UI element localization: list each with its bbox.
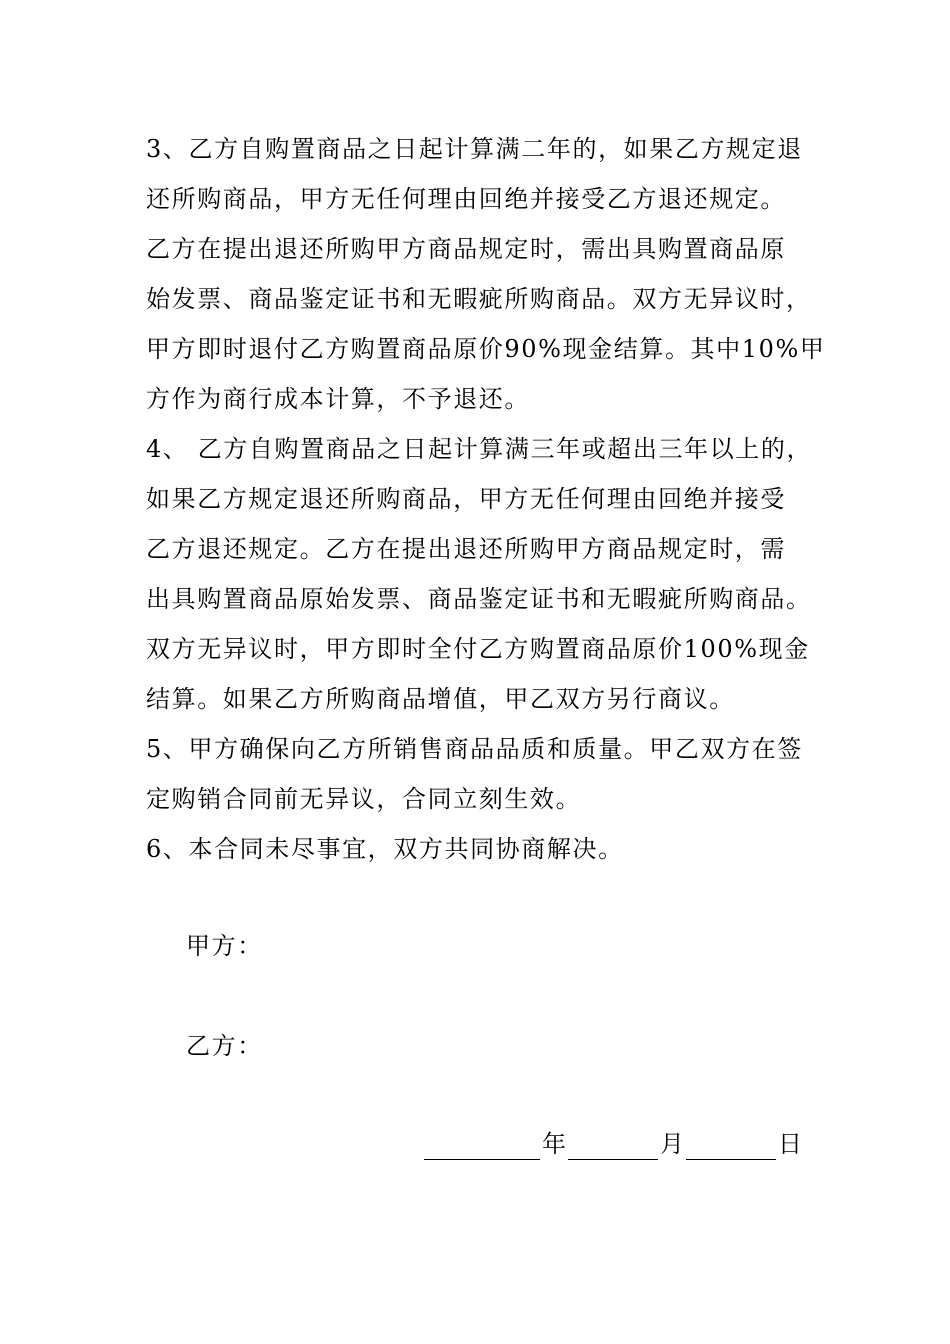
clause-4-line-1: 4、 乙方自购置商品之日起计算满三年或超出三年以上的， (146, 435, 813, 463)
party-b-signature-label: 乙方： (186, 1032, 263, 1060)
month-label: 月 (660, 1130, 684, 1158)
day-blank (686, 1127, 776, 1160)
clause-6-line-1: 6、本合同未尽事宜，双方共同协商解决。 (146, 835, 624, 863)
year-blank (424, 1127, 540, 1160)
clause-3-line-4: 始发票、商品鉴定证书和无暇疵所购商品。双方无异议时， (146, 285, 812, 313)
clause-5-line-2: 定购销合同前无异议，合同立刻生效。 (146, 785, 582, 813)
clause-4-line-4: 出具购置商品原始发票、商品鉴定证书和无暇疵所购商品。 (146, 585, 812, 613)
clause-3-line-3: 乙方在提出退还所购甲方商品规定时，需出具购置商品原 (146, 235, 786, 263)
clause-4-line-6: 结算。如果乙方所购商品增值，甲乙双方另行商议。 (146, 685, 735, 713)
year-label: 年 (542, 1130, 566, 1158)
month-blank (568, 1127, 658, 1160)
clause-3-line-5: 甲方即时退付乙方购置商品原价90%现金结算。其中10%甲 (146, 335, 826, 363)
clause-3-line-1: 3、乙方自购置商品之日起计算满二年的，如果乙方规定退 (146, 135, 803, 163)
party-a-signature-label: 甲方： (186, 932, 263, 960)
clause-3-line-2: 还所购商品，甲方无任何理由回绝并接受乙方退还规定。 (146, 185, 786, 213)
clause-3-line-6: 方作为商行成本计算，不予退还。 (146, 385, 530, 413)
clause-4-line-3: 乙方退还规定。乙方在提出退还所购甲方商品规定时，需 (146, 535, 786, 563)
contract-body (146, 124, 826, 874)
day-label: 日 (778, 1130, 802, 1158)
clause-4-line-5: 双方无异议时，甲方即时全付乙方购置商品原价100%现金 (146, 635, 810, 663)
signing-date (424, 1124, 804, 1164)
clause-5-line-1: 5、甲方确保向乙方所销售商品品质和质量。甲乙双方在签 (146, 735, 803, 763)
clause-4-line-2: 如果乙方规定退还所购商品，甲方无任何理由回绝并接受 (146, 485, 786, 513)
